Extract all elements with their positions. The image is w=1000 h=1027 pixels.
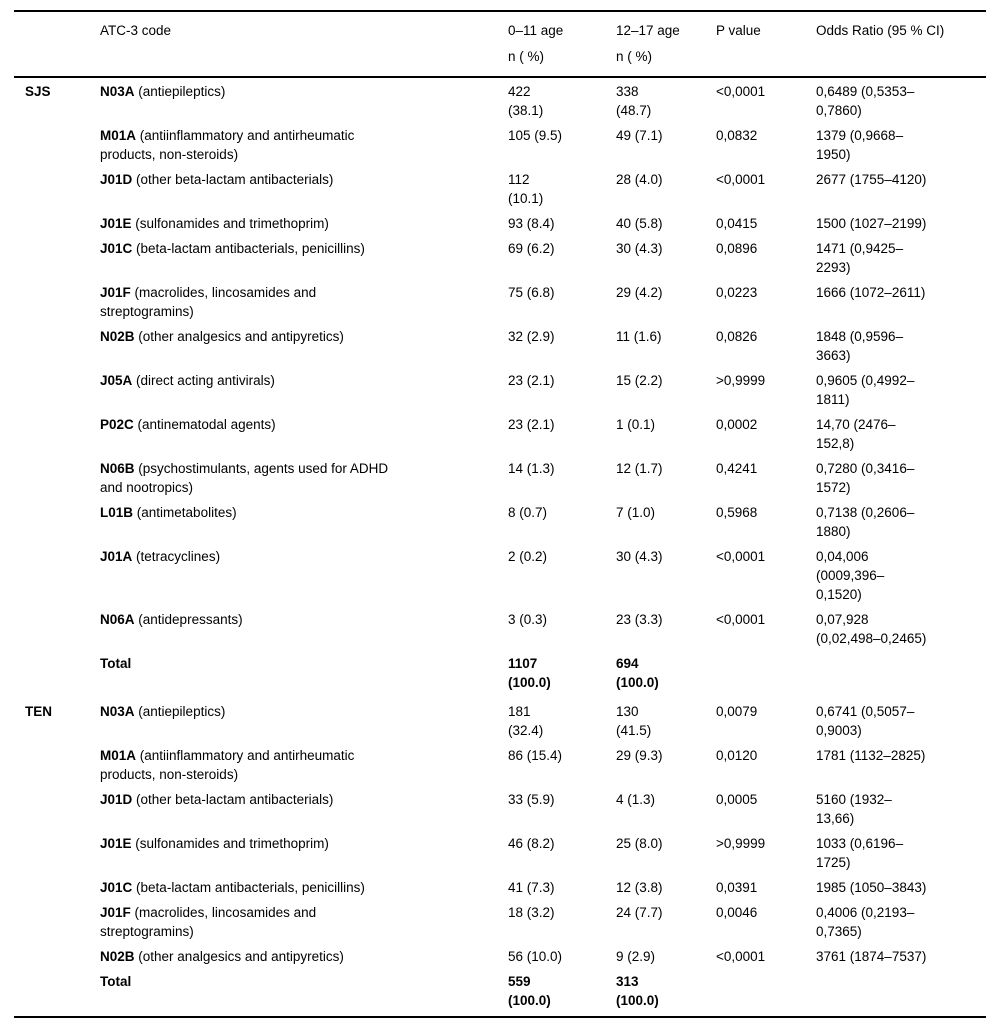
atc-code: J01E [100,216,132,231]
atc-code: J05A [100,373,133,388]
table-row [14,878,986,903]
atc-code-cell [100,327,508,371]
odds-ratio-cell: 3761 (1874–7537) [816,949,927,964]
p-value-cell: 0,0826 [716,329,758,344]
atc-description: (psychostimulants, agents used for ADHD and nootropics) [100,461,389,495]
atc-code-cell [100,698,508,746]
atc-code: J01C [100,241,133,256]
p-value-cell: 0,0005 [716,792,758,807]
count-percent-12-17: 11 (1.6) [616,329,662,344]
atc-code: M01A [100,748,137,763]
table-row [14,790,986,834]
header-p-value [716,11,816,77]
odds-ratio-cell: 1033 (0,6196–1725) [816,836,904,870]
count-percent-0-11: 56 (10.0) [508,949,563,964]
count-percent-12-17: 12 (3.8) [616,880,663,895]
atc-code: J01A [100,549,133,564]
atc-code: J01E [100,836,132,851]
odds-ratio-cell: 1379 (0,9668–1950) [816,128,904,162]
atc-description: (beta-lactam antibacterials, penicillins) [136,880,365,895]
atc-code: J01D [100,792,133,807]
p-value-cell: <0,0001 [716,84,766,99]
atc-code: N03A [100,84,135,99]
atc-code-cell [100,126,508,170]
atc-description: (antiinflammatory and antirheumatic products, non-steroids) [100,748,355,782]
atc-description: (other beta-lactam antibacterials) [136,792,334,807]
atc-code: N06A [100,612,135,627]
count-percent-0-11: 105 (9.5) [508,128,563,143]
atc-code: Total [100,656,132,671]
atc-code: J01C [100,880,133,895]
count-percent-0-11: 32 (2.9) [508,329,555,344]
atc-code-cell [100,610,508,654]
atc-description: (beta-lactam antibacterials, penicillins) [136,241,365,256]
table-row [14,459,986,503]
p-value-cell: 0,0832 [716,128,758,143]
total-row [14,654,986,698]
p-value-cell: <0,0001 [716,949,766,964]
p-value-cell: 0,0223 [716,285,758,300]
p-value-cell: 0,0896 [716,241,758,256]
odds-ratio-cell [816,654,986,698]
atc-code-cell [100,790,508,834]
table-row [14,610,986,654]
count-percent-0-11: 2 (0.2) [508,549,548,564]
header-group [14,11,100,77]
count-percent-12-17: 694 (100.0) [616,656,659,690]
atc-code: N06B [100,461,135,476]
p-value-cell: 0,4241 [716,461,758,476]
count-percent-12-17: 338 (48.7) [616,84,652,118]
odds-ratio-cell: 0,6489 (0,5353–0,7860) [816,84,915,118]
group-ten [14,698,986,1017]
p-value-cell [716,654,816,698]
atc-code-cell [100,654,508,698]
count-percent-12-17: 7 (1.0) [616,505,656,520]
atc-code-cell [100,972,508,1017]
table-row [14,903,986,947]
count-percent-0-11: 69 (6.2) [508,241,555,256]
odds-ratio-cell: 0,6741 (0,5057–0,9003) [816,704,915,738]
header-age-12-17-label: 12–17 age [616,23,680,38]
header-age-0-11-label: 0–11 age [508,23,564,38]
count-percent-0-11: 33 (5.9) [508,792,555,807]
count-percent-0-11: 86 (15.4) [508,748,563,763]
count-percent-12-17: 12 (1.7) [616,461,663,476]
atc-code-cell [100,903,508,947]
count-percent-12-17: 130 (41.5) [616,704,652,738]
group-label-ten: TEN [25,704,52,719]
count-percent-0-11: 75 (6.8) [508,285,555,300]
atc-description: (tetracyclines) [136,549,221,564]
p-value-cell: <0,0001 [716,172,766,187]
count-percent-12-17: 40 (5.8) [616,216,663,231]
atc-description: (sulfonamides and trimethoprim) [135,216,329,231]
table-row [14,283,986,327]
atc-description: (antiepileptics) [138,84,226,99]
header-n-pct-0-11: n ( %) [508,49,545,64]
atc-description: (other beta-lactam antibacterials) [136,172,334,187]
atc-code: J01F [100,285,131,300]
atc-code: M01A [100,128,137,143]
count-percent-12-17: 30 (4.3) [616,241,663,256]
odds-ratio-cell: 0,9605 (0,4992–1811) [816,373,915,407]
p-value-cell: 0,0415 [716,216,758,231]
p-value-cell: <0,0001 [716,549,766,564]
p-value-cell: 0,0391 [716,880,758,895]
count-percent-0-11: 18 (3.2) [508,905,555,920]
count-percent-0-11: 112 (10.1) [508,172,544,206]
table-header [14,11,986,77]
header-p-value-label: P value [716,23,761,38]
atc-code-cell [100,503,508,547]
count-percent-0-11: 41 (7.3) [508,880,555,895]
atc-code: Total [100,974,132,989]
odds-ratio-cell: 5160 (1932–13,66) [816,792,892,826]
atc-code-cell [100,214,508,239]
atc-description: (antinematodal agents) [137,417,276,432]
atc-code-cell [100,459,508,503]
atc-code: N02B [100,949,135,964]
p-value-cell: 0,0002 [716,417,758,432]
table-row [14,214,986,239]
atc-description: (other analgesics and antipyretics) [138,329,344,344]
odds-ratio-cell: 1471 (0,9425–2293) [816,241,904,275]
count-percent-0-11: 559 (100.0) [508,974,551,1008]
atc-code-cell [100,283,508,327]
odds-ratio-cell: 1781 (1132–2825) [816,748,926,763]
count-percent-12-17: 1 (0.1) [616,417,656,432]
p-value-cell: 0,0079 [716,704,758,719]
atc-code-cell [100,77,508,126]
count-percent-12-17: 23 (3.3) [616,612,663,627]
count-percent-0-11: 3 (0.3) [508,612,548,627]
p-value-cell [716,972,816,1017]
odds-ratio-cell: 1500 (1027–2199) [816,216,927,231]
count-percent-12-17: 29 (4.2) [616,285,663,300]
atc-code: L01B [100,505,134,520]
header-age-12-17 [616,11,716,77]
table-row [14,371,986,415]
header-odds-ratio [816,11,986,77]
count-percent-12-17: 29 (9.3) [616,748,663,763]
atc-code: P02C [100,417,134,432]
table-row [14,503,986,547]
atc-code-cell [100,547,508,610]
count-percent-0-11: 93 (8.4) [508,216,555,231]
atc-code: N02B [100,329,135,344]
p-value-cell: >0,9999 [716,836,766,851]
count-percent-12-17: 313 (100.0) [616,974,659,1008]
atc-description: (sulfonamides and trimethoprim) [135,836,329,851]
odds-ratio-cell: 0,4006 (0,2193–0,7365) [816,905,915,939]
atc-description: (macrolides, lincosamides and streptogramins) [100,905,317,939]
count-percent-12-17: 28 (4.0) [616,172,663,187]
count-percent-12-17: 9 (2.9) [616,949,656,964]
group-sjs [14,77,986,698]
count-percent-0-11: 422 (38.1) [508,84,544,118]
count-percent-12-17: 15 (2.2) [616,373,663,388]
odds-ratio-cell: 0,04,006 (0009,396–0,1520) [816,549,885,602]
table-row [14,415,986,459]
atc-description: (other analgesics and antipyretics) [138,949,344,964]
atc-code-cell [100,746,508,790]
atc-code-cell [100,834,508,878]
count-percent-0-11: 23 (2.1) [508,417,555,432]
p-value-cell: 0,0120 [716,748,758,763]
table-row [14,547,986,610]
odds-ratio-cell: 2677 (1755–4120) [816,172,927,187]
atc-description: (direct acting antivirals) [136,373,275,388]
odds-ratio-cell: 0,07,928 (0,02,498–0,2465) [816,612,927,646]
p-value-cell: 0,5968 [716,505,758,520]
total-row [14,972,986,1017]
count-percent-12-17: 24 (7.7) [616,905,663,920]
p-value-cell: 0,0046 [716,905,758,920]
odds-ratio-cell: 1848 (0,9596–3663) [816,329,904,363]
atc-code-cell [100,170,508,214]
table-row [14,746,986,790]
atc-code: J01D [100,172,133,187]
atc-code-cell [100,371,508,415]
p-value-cell: >0,9999 [716,373,766,388]
count-percent-12-17: 49 (7.1) [616,128,663,143]
odds-ratio-cell: 0,7280 (0,3416–1572) [816,461,915,495]
atc-description: (antiinflammatory and antirheumatic products, non-steroids) [100,128,355,162]
p-value-cell: <0,0001 [716,612,766,627]
group-label-sjs: SJS [25,84,51,99]
atc-description: (antidepressants) [138,612,243,627]
odds-ratio-cell: 1985 (1050–3843) [816,880,927,895]
table-row [14,239,986,283]
count-percent-0-11: 23 (2.1) [508,373,555,388]
atc-code-cell [100,239,508,283]
table-row [14,170,986,214]
count-percent-12-17: 4 (1.3) [616,792,656,807]
count-percent-0-11: 181 (32.4) [508,704,544,738]
table-row [14,698,986,746]
count-percent-12-17: 25 (8.0) [616,836,663,851]
header-atc-code [100,11,508,77]
atc-code-cell [100,415,508,459]
atc-code-cell [100,878,508,903]
count-percent-12-17: 30 (4.3) [616,549,663,564]
table-row [14,77,986,126]
atc-description: (antimetabolites) [136,505,237,520]
table-row [14,327,986,371]
header-atc-code-label: ATC-3 code [100,23,172,38]
table-row [14,126,986,170]
atc-code: J01F [100,905,131,920]
table-row [14,947,986,972]
atc-description: (macrolides, lincosamides and streptogramins) [100,285,317,319]
count-percent-0-11: 8 (0.7) [508,505,548,520]
header-age-0-11 [508,11,616,77]
odds-ratio-cell: 14,70 (2476–152,8) [816,417,896,451]
atc-statistics-table [14,10,986,1018]
count-percent-0-11: 14 (1.3) [508,461,555,476]
odds-ratio-cell: 1666 (1072–2611) [816,285,926,300]
header-n-pct-12-17: n ( %) [616,49,653,64]
atc-description: (antiepileptics) [138,704,226,719]
count-percent-0-11: 1107 (100.0) [508,656,551,690]
atc-code: N03A [100,704,135,719]
odds-ratio-cell: 0,7138 (0,2606–1880) [816,505,915,539]
count-percent-0-11: 46 (8.2) [508,836,555,851]
header-row [14,11,986,77]
odds-ratio-cell [816,972,986,1017]
table-row [14,834,986,878]
atc-code-cell [100,947,508,972]
header-odds-ratio-label: Odds Ratio (95 % CI) [816,23,945,38]
